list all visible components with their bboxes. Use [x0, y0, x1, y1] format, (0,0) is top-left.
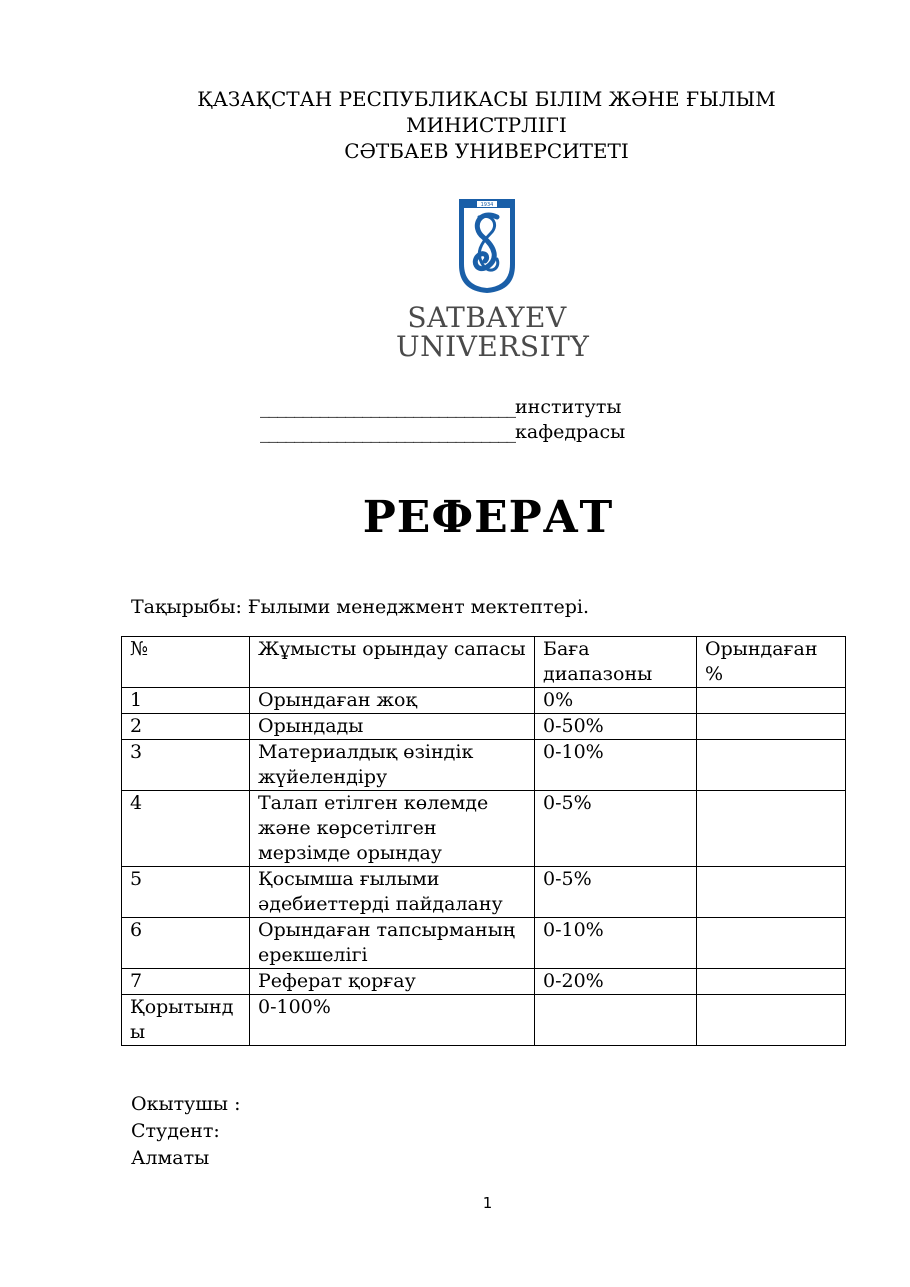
department-label: кафедрасы: [515, 421, 626, 443]
table-row: [122, 791, 846, 867]
table-row-total: [122, 995, 846, 1046]
table-cell: 0-100%: [250, 995, 535, 1046]
table-cell: 0-5%: [535, 791, 697, 867]
student-line: Студент:: [131, 1120, 220, 1142]
document-title: РЕФЕРАТ: [362, 492, 614, 543]
header-line-2: МИНИСТРЛІГІ: [406, 113, 567, 137]
table-cell: [697, 688, 846, 714]
table-cell: Материалдық өзіндік жүйелендіру: [250, 740, 535, 791]
table-row: [122, 714, 846, 740]
topic-line: Тақырыбы: Ғылыми менеджмент мектептері.: [131, 596, 589, 618]
department-blank: ______________________________: [260, 421, 515, 443]
table-row: [122, 969, 846, 995]
table-cell: Орындады: [250, 714, 535, 740]
teacher-line: Окытушы :: [131, 1093, 241, 1115]
institute-blank: ______________________________: [260, 396, 515, 418]
table-cell: 1: [122, 688, 250, 714]
table-cell: Талап етілген көлемде және көрсетілген мерзімде орындау: [250, 791, 535, 867]
signature-block: [131, 1091, 241, 1172]
table-cell: 5: [122, 867, 250, 918]
department-line: [260, 420, 625, 445]
logo-year: 1934: [480, 202, 494, 208]
table-cell: 0-5%: [535, 867, 697, 918]
table-cell: [697, 969, 846, 995]
institute-label: институты: [515, 396, 622, 418]
page-number: 1: [482, 1194, 493, 1212]
table-cell: Қосымша ғылыми әдебиеттерді пайдалану: [250, 867, 535, 918]
logo-name-line-1: SATBAYEV: [407, 301, 567, 334]
institute-department-block: [260, 395, 625, 445]
table-cell: [697, 740, 846, 791]
table-cell: 3: [122, 740, 250, 791]
header-number: №: [122, 637, 250, 688]
institute-line: [260, 395, 625, 420]
table-cell: 4: [122, 791, 250, 867]
table-cell: 0-10%: [535, 740, 697, 791]
table-cell: 0-20%: [535, 969, 697, 995]
table-cell: Реферат қорғау: [250, 969, 535, 995]
table-row: [122, 918, 846, 969]
table-row: [122, 740, 846, 791]
table-cell: Орындаған тапсырманың ерекшелігі: [250, 918, 535, 969]
table-cell: [535, 995, 697, 1046]
header-quality: Жұмысты орындау сапасы: [250, 637, 535, 688]
table-cell: 6: [122, 918, 250, 969]
logo-name-line-2: UNIVERSITY: [396, 330, 590, 363]
header-line-3: СӘТБАЕВ УНИВЕРСИТЕТІ: [344, 139, 629, 163]
table-cell: Орындаған жоқ: [250, 688, 535, 714]
table-row: [122, 688, 846, 714]
table-cell: [697, 867, 846, 918]
university-logo: [396, 195, 590, 365]
table-cell: [697, 714, 846, 740]
table-cell: 0-10%: [535, 918, 697, 969]
table-cell: 0-50%: [535, 714, 697, 740]
city-line: Алматы: [131, 1147, 210, 1169]
grading-table: [121, 636, 846, 1046]
satbayev-university-emblem-icon: [457, 195, 517, 295]
table-cell: [697, 995, 846, 1046]
table-cell: 0%: [535, 688, 697, 714]
table-cell: [697, 918, 846, 969]
header-range: Баға диапазоны: [535, 637, 697, 688]
table-row: [122, 867, 846, 918]
table-header-row: [122, 637, 846, 688]
table-cell: [697, 791, 846, 867]
header-line-1: ҚАЗАҚСТАН РЕСПУБЛИКАСЫ БІЛІМ ЖӘНЕ ҒЫЛЫМ: [197, 87, 776, 111]
table-cell: 7: [122, 969, 250, 995]
table-cell: Қорытынды: [122, 995, 250, 1046]
table-cell: 2: [122, 714, 250, 740]
header-completed: Орындаған %: [697, 637, 846, 688]
ministry-header: [0, 86, 910, 164]
